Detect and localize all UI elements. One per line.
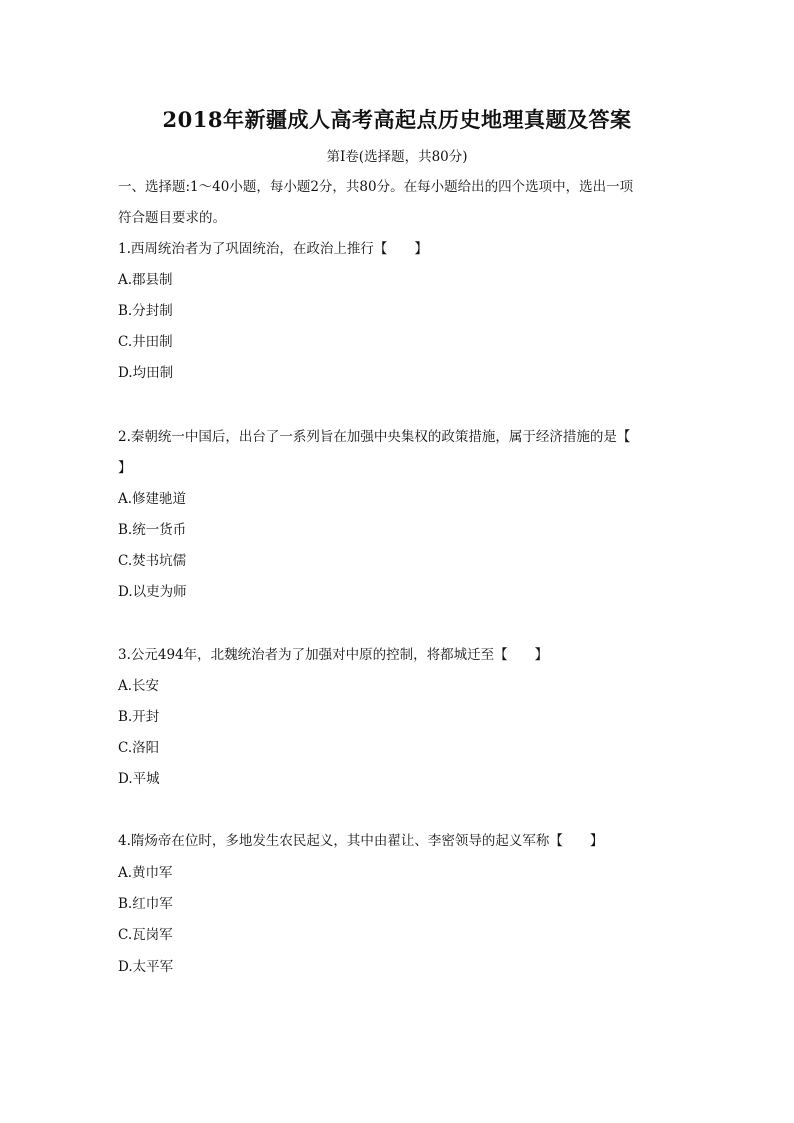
question-4-option-a: A.黄巾军 xyxy=(118,865,173,881)
question-2-stem: 2.秦朝统一中国后，出台了一系列旨在加强中央集权的政策措施，属于经济措施的是【 xyxy=(118,429,631,445)
question-3-option-d: D.平城 xyxy=(118,771,160,787)
question-2-stem-continued: 】 xyxy=(118,460,132,476)
question-1-stem: 1.西周统治者为了巩固统治，在政治上推行【 】 xyxy=(118,241,428,257)
question-2-option-a: A.修建驰道 xyxy=(118,491,187,507)
question-1-option-a: A.郡县制 xyxy=(118,272,173,288)
question-4-option-d: D.太平军 xyxy=(118,959,174,975)
question-3-option-a: A.长安 xyxy=(118,678,160,694)
instructions-line-2: 符合题目要求的。 xyxy=(118,210,226,226)
question-1-option-d: D.均田制 xyxy=(118,365,174,381)
question-4-stem: 4.隋炀帝在位时，多地发生农民起义，其中由翟让、李密领导的起义军称【 】 xyxy=(118,833,604,849)
question-2-option-c: C.焚书坑儒 xyxy=(118,553,187,569)
question-2-option-d: D.以吏为师 xyxy=(118,584,187,600)
instructions-line-1: 一、选择题:1～40小题，每小题2分，共80分。在每小题给出的四个选项中，选出一项 xyxy=(118,179,634,195)
document-title: 2018年新疆成人高考高起点历史地理真题及答案 xyxy=(162,107,632,132)
question-1-option-c: C.井田制 xyxy=(118,334,173,350)
question-3-option-c: C.洛阳 xyxy=(118,740,160,756)
question-1-option-b: B.分封制 xyxy=(118,303,173,319)
question-3-option-b: B.开封 xyxy=(118,709,160,725)
question-3-stem: 3.公元494年，北魏统治者为了加强对中原的控制，将都城迁至【 】 xyxy=(118,647,549,663)
question-4-option-b: B.红巾军 xyxy=(118,896,173,912)
question-4-option-c: C.瓦岗军 xyxy=(118,927,173,943)
section-subtitle: 第Ⅰ卷(选择题，共80分) xyxy=(326,149,468,165)
question-2-option-b: B.统一货币 xyxy=(118,522,187,538)
